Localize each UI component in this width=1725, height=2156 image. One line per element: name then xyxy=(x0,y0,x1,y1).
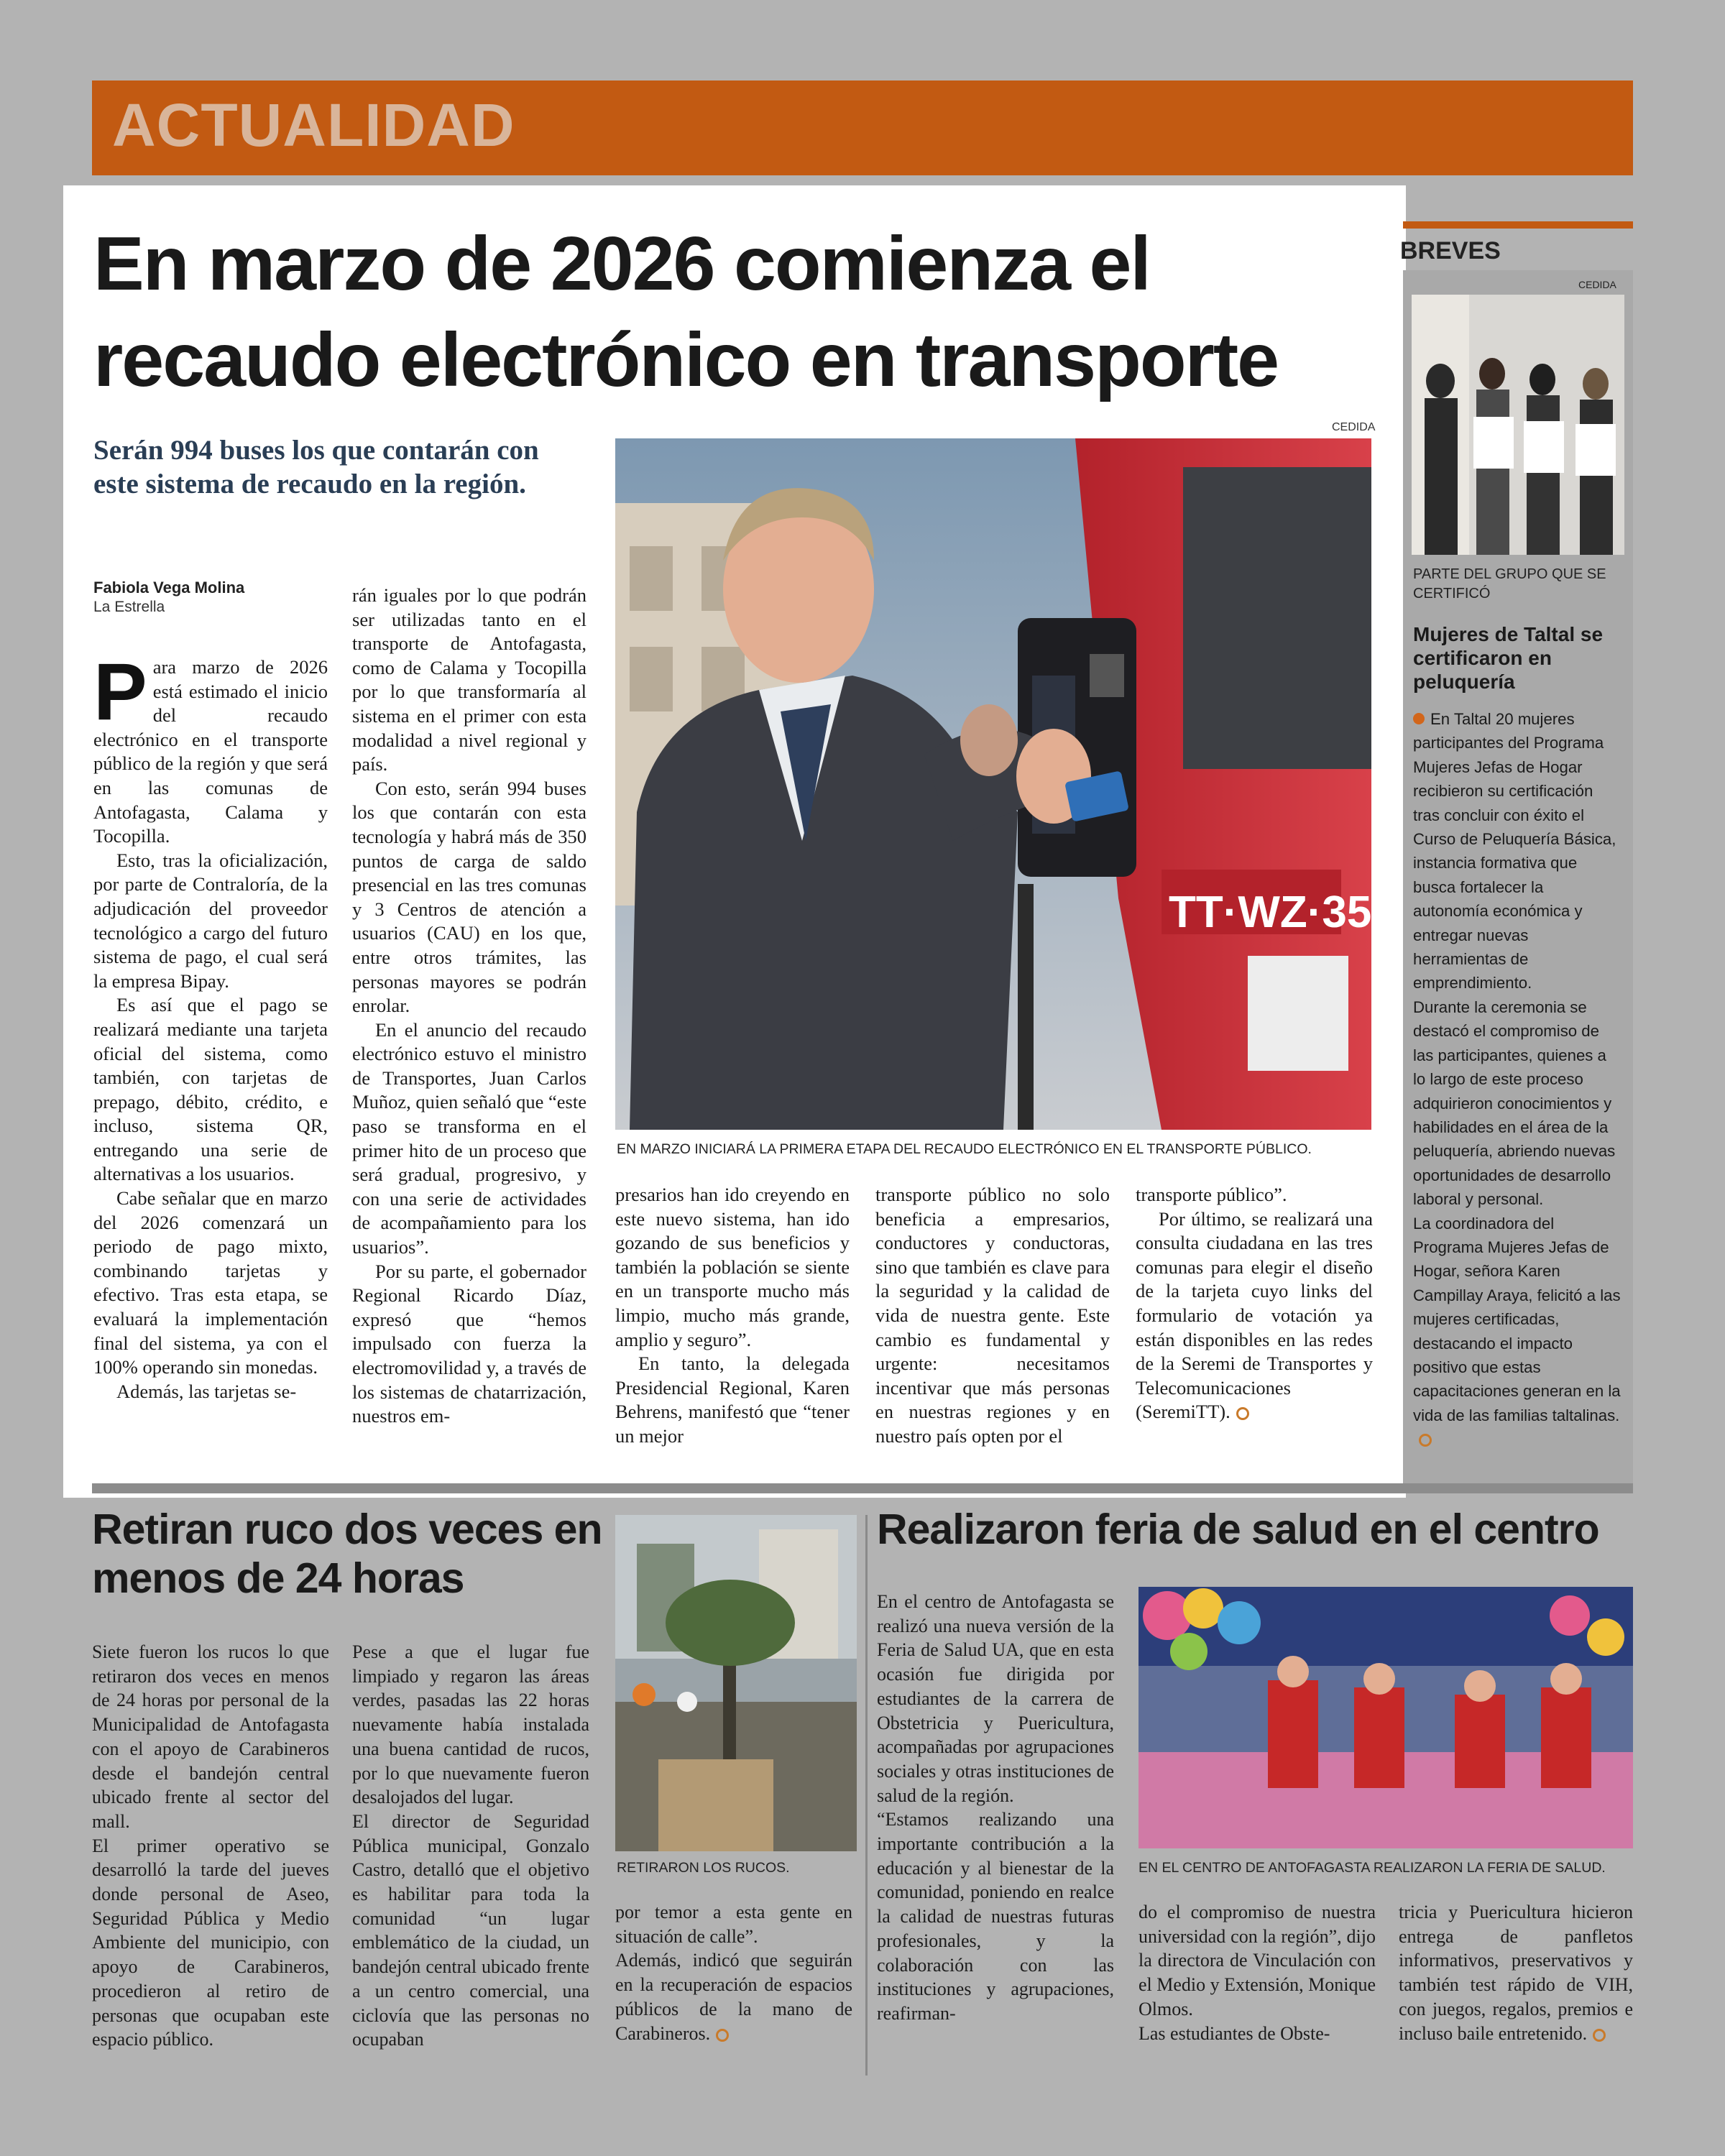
end-mark-icon xyxy=(1236,1407,1249,1420)
ruco-col2-p1: Pese a que el lugar fue limpiado y regaron las áreas verdes, pasadas las 22 horas nuevamente había instalada una buena cantidad de rucos, por lo que nuevamente fueron desalojados del lugar. xyxy=(352,1641,589,1808)
main-column-4 xyxy=(875,1183,1110,1449)
feria-column-1 xyxy=(877,1590,1114,2026)
feria-headline: Realizaron feria de salud en el centro xyxy=(877,1506,1599,1553)
feria-col2-p1: do el compromiso de nuestra universidad con la región”, dijo la directora de Vinculación con el Medio y Extensión, Monique Olmos. xyxy=(1138,1902,1376,2019)
ruco-col1-p1: Siete fueron los rucos lo que retiraron dos veces en menos de 24 horas por personal de la Municipalidad de Antofagasta con el apoyo de Carabineros desde el bandejón central ubicado frente al sector del mall. xyxy=(92,1641,329,1832)
main-headline-line1: En marzo de 2026 comienza el xyxy=(93,221,1150,306)
feria-col1-p2: “Estamos realizando una importante contribución a la educación y al bienestar de la comunidad, poniendo en realce la calidad de nuestras futuras profesionales, y la colaboración con las instituciones y agrupaciones, reafirman- xyxy=(877,1809,1114,2024)
byline-source: La Estrella xyxy=(93,599,165,615)
section-label: ACTUALIDAD xyxy=(112,91,515,159)
main-col2-p2: Con esto, serán 994 buses los que contarán con esta tecnología y habrá más de 350 puntos de carga de saldo presencial en las tres comunas y 3 Centros de atención a usuarios (CAU) en los que, entre otros trámites, las personas mayores se podrán enrolar. xyxy=(352,777,586,1017)
main-column-2 xyxy=(352,584,586,1429)
end-mark-icon xyxy=(1419,1434,1432,1447)
main-photo xyxy=(615,438,1371,1130)
main-headline-line2: recaudo electrónico en transporte xyxy=(93,318,1279,402)
feria-photo-caption: EN EL CENTRO DE ANTOFAGASTA REALIZARON LA FERIA DE SALUD. xyxy=(1138,1860,1606,1876)
ruco-column-3 xyxy=(615,1900,852,2045)
feria-col2-p2: Las estudiantes de Obste- xyxy=(1138,2022,1330,2044)
breves-p1: En Taltal 20 mujeres participantes del Programa Mujeres Jefas de Hogar recibieron su certificación tras concluir con éxito el Curso de Peluquería Básica, instancia formativa que busca fortalecer la autonomía económica y entregar nuevas herramientas de emprendimiento. xyxy=(1413,710,1616,992)
park-cleanup-illustration xyxy=(615,1515,857,1851)
minister-card-reader-illustration xyxy=(615,438,1371,1130)
ruco-headline: Retiran ruco dos veces en menos de 24 horas xyxy=(92,1506,602,1602)
main-col1-p1: ara marzo de 2026 está estimado el inicio del recaudo electrónico en el transporte público de la región y que será en las comunas de Antofagasta, Calama y Tocopilla. xyxy=(93,656,328,847)
ruco-column-2 xyxy=(352,1640,589,2052)
ruco-col1-p2: El primer operativo se desarrolló la tarde del jueves donde personal de Aseo, Seguridad Pública y Medio Ambiente del municipio, con apoyo de Carabineros, procedieron al retiro de personas que ocupaban este espacio público. xyxy=(92,1835,329,2050)
breves-photo-caption: PARTE DEL GRUPO QUE SE CERTIFICÓ xyxy=(1413,566,1606,602)
main-headline xyxy=(93,216,1387,408)
feria-column-2 xyxy=(1138,1900,1376,2045)
breves-body xyxy=(1413,707,1622,1452)
women-certificates-illustration xyxy=(1412,295,1624,555)
feria-column-3 xyxy=(1399,1900,1633,2045)
main-col5-p1: transporte público”. xyxy=(1136,1184,1287,1205)
main-col1-p4: Cabe señalar que en marzo del 2026 comenzará un periodo de pago mixto, combinando tarjetas y efectivo. Tras esta etapa, se evaluará la implementación final del sistema, ya con el 100% operando sin monedas. xyxy=(93,1187,328,1378)
breves-label: BREVES xyxy=(1400,237,1501,264)
main-photo-caption: EN MARZO INICIARÁ LA PRIMERA ETAPA DEL RECAUDO ELECTRÓNICO EN EL TRANSPORTE PÚBLICO. xyxy=(617,1141,1312,1157)
main-column-1 xyxy=(93,647,328,1404)
ruco-col2-p2: El director de Seguridad Pública municipal, Gonzalo Castro, detalló que el objetivo es habilitar para toda la comunidad “un lugar emblemático de la ciudad, un bandejón central ubicado frente a un centro comercial, una ciclovía que las personas no ocupaban xyxy=(352,1810,589,2050)
main-col2-p4: Por su parte, el gobernador Regional Ricardo Díaz, expresó que “hemos impulsado con fuerza la electromovilidad y, a través de los sistemas de chatarrización, nuestros em- xyxy=(352,1260,586,1427)
main-col2-p1: rán iguales por lo que podrán ser utilizadas tanto en el transporte de Antofagasta, como de Calama y Tocopilla por lo que transformaría al sistema en el primer con esta modalidad a nivel regional y país. xyxy=(352,584,586,775)
main-column-5 xyxy=(1136,1183,1373,1424)
breves-title: Mujeres de Taltal se certificaron en peluquería xyxy=(1413,623,1604,693)
main-col5-p2: Por último, se realizará una consulta ciudadana en las tres comunas para elegir el diseño de la tarjeta cuyo links del formulario de votación ya están disponibles en las redes de la Seremi de Transportes y Telecomunicaciones (SeremiTT). xyxy=(1136,1207,1373,1423)
section-banner xyxy=(92,80,1633,175)
main-deck: Serán 994 buses los que contarán con este sistema de recaudo en la región. xyxy=(93,435,539,499)
main-col3-p1: presarios han ido creyendo en este nuevo sistema, han ido gozando de sus beneficios y también la población se siente en un transporte mucho más limpio, mucho más grande, amplio y seguro”. xyxy=(615,1184,850,1350)
byline-name: Fabiola Vega Molina xyxy=(93,579,245,596)
ruco-column-1 xyxy=(92,1640,329,2052)
breves-p2: Durante la ceremonia se destacó el compromiso de las participantes, quienes a lo largo de este proceso adquirieron conocimientos y habilidades en el área de la peluquería, abriendo nuevas oportunidades de desarrollo laboral y personal. xyxy=(1413,998,1616,1209)
breves-photo-credit: CEDIDA xyxy=(1578,279,1616,290)
breves-rule xyxy=(1403,221,1633,229)
end-mark-icon xyxy=(716,2029,729,2042)
feria-col3-p1: tricia y Puericultura hicieron entrega de panfletos informativos, preservativos y también test rápido de VIH, con juegos, regalos, premios e incluso baile entretenido. xyxy=(1399,1902,1633,2044)
bus-plate-text: TT·WZ·35 xyxy=(1169,888,1371,937)
column-separator xyxy=(865,1515,868,2076)
health-fair-illustration xyxy=(1138,1587,1633,1848)
feria-photo xyxy=(1138,1587,1633,1848)
drop-cap: P xyxy=(93,647,147,737)
main-col4-p1: transporte público no solo beneficia a empresarios, conductores y conductoras, sino que también es clave para la seguridad y la calidad de vida de nuestra gente. Este cambio es fundamental y urgente: necesitamos incentivar que más personas en nuestras regiones y en nuestro país opten por el xyxy=(875,1184,1110,1447)
breves-p3: La coordinadora del Programa Mujeres Jefas de Hogar, señora Karen Campillay Araya, felicitó a las mujeres certificadas, destacando el impacto positivo que estas capacitaciones generan en la vida de las familias taltalinas. xyxy=(1413,1214,1621,1424)
ruco-photo-caption: RETIRARON LOS RUCOS. xyxy=(617,1860,790,1876)
ruco-photo xyxy=(615,1515,857,1851)
main-photo-credit: CEDIDA xyxy=(1332,421,1376,433)
bullet-icon xyxy=(1413,713,1425,724)
main-col2-p3: En el anuncio del recaudo electrónico estuvo el ministro de Transportes, Juan Carlos Muñoz, quien señaló que “este paso se transforma en el primer hito de un proceso que será gradual, progresivo, y con una serie de actividades de acompañamiento para los usuarios”. xyxy=(352,1018,586,1258)
main-column-3 xyxy=(615,1183,850,1449)
section-divider xyxy=(92,1483,1633,1493)
main-col3-p2: En tanto, la delegada Presidencial Regional, Karen Behrens, manifestó que “tener un mejor xyxy=(615,1353,850,1447)
main-col1-p2: Esto, tras la oficialización, por parte de Contraloría, de la adjudicación del proveedor tecnológico a cargo del futuro sistema de pago, el cual será la empresa Bipay. xyxy=(93,849,328,992)
main-col1-p3: Es así que el pago se realizará mediante una tarjeta oficial del sistema, como también, con tarjetas de prepago, débito, crédito, e incluso, sistema QR, entregando una serie de alternativas a los usuarios. xyxy=(93,994,328,1185)
breves-photo xyxy=(1412,295,1624,555)
end-mark-icon xyxy=(1593,2029,1606,2042)
ruco-col3-p2: Además, indicó que seguirán en la recuperación de espacios públicos de la mano de Carabineros. xyxy=(615,1950,852,2044)
ruco-col3-p1: por temor a esta gente en situación de calle”. xyxy=(615,1902,852,1947)
main-col1-p5: Además, las tarjetas se- xyxy=(116,1380,297,1402)
feria-col1-p1: En el centro de Antofagasta se realizó una nueva versión de la Feria de Salud UA, que en esta ocasión fue dirigida por estudiantes de la carrera de Obstetricia y Puericultura, acompañadas por agrupaciones sociales y otras instituciones de salud de la región. xyxy=(877,1591,1114,1806)
